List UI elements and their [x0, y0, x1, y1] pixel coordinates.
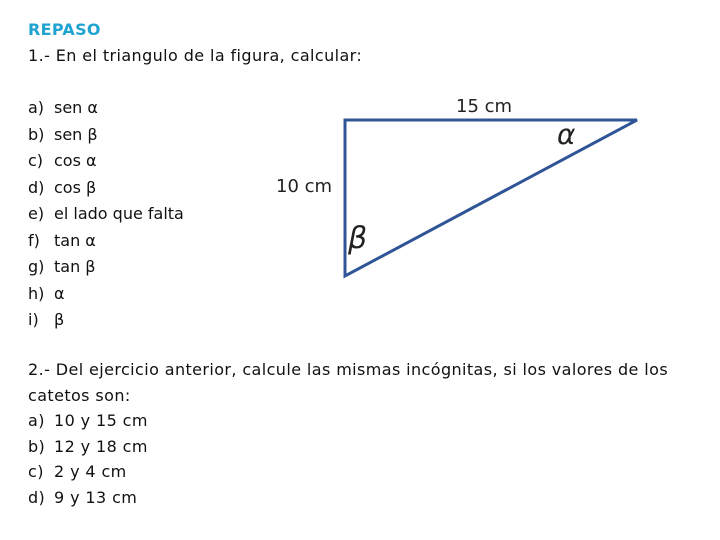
- question-2-text: 2.- Del ejercicio anterior, calcule las mismas incógnitas, si los valores de los catetos son:: [28, 360, 669, 405]
- item-text: α: [54, 283, 65, 303]
- item-text: tan β: [54, 257, 96, 276]
- item-label: b): [28, 124, 45, 144]
- list-item: [28, 175, 184, 202]
- item-text: 12 y 18 cm: [54, 436, 148, 456]
- item-label: h): [28, 283, 45, 303]
- question-1: 1.- En el triangulo de la figura, calcular:: [28, 46, 363, 65]
- item-text: cos α: [54, 151, 97, 170]
- item-label: g): [28, 257, 45, 276]
- triangle-figure: [270, 88, 650, 288]
- item-label: e): [28, 204, 45, 223]
- item-text: 9 y 13 cm: [54, 487, 138, 507]
- item-text: sen α: [54, 98, 98, 117]
- right-triangle: [345, 120, 637, 276]
- list-item: [28, 485, 698, 511]
- item-label: i): [28, 310, 39, 329]
- list-item: [28, 228, 184, 255]
- list-item: [28, 408, 698, 434]
- list-item: [28, 434, 698, 460]
- list-item: [28, 122, 184, 149]
- item-text: β: [54, 310, 65, 329]
- item-label: c): [28, 151, 44, 170]
- item-label: d): [28, 487, 46, 507]
- item-label: d): [28, 177, 45, 197]
- list-item: [28, 281, 184, 308]
- list-item: [28, 254, 184, 281]
- list-item: [28, 148, 184, 175]
- alpha-angle-label: α: [557, 118, 576, 151]
- item-label: a): [28, 411, 45, 430]
- list-item: [28, 95, 184, 122]
- heading: REPASO: [28, 20, 101, 39]
- item-text: tan α: [54, 230, 96, 250]
- item-label: a): [28, 98, 45, 117]
- top-side-label: 15 cm: [456, 96, 513, 117]
- list-item: [28, 307, 184, 334]
- item-text: cos β: [54, 177, 97, 197]
- list-item: [28, 201, 184, 228]
- item-text: el lado que falta: [54, 204, 184, 223]
- item-text: sen β: [54, 124, 98, 144]
- beta-angle-label: β: [348, 221, 368, 256]
- item-label: b): [28, 436, 46, 456]
- question-2: [28, 357, 698, 510]
- item-label: f): [28, 230, 40, 250]
- question-1-list: [28, 95, 184, 334]
- item-label: c): [28, 462, 44, 481]
- item-text: 10 y 15 cm: [54, 411, 148, 430]
- list-item: [28, 459, 698, 485]
- item-text: 2 y 4 cm: [54, 462, 127, 481]
- left-side-label: 10 cm: [276, 176, 333, 197]
